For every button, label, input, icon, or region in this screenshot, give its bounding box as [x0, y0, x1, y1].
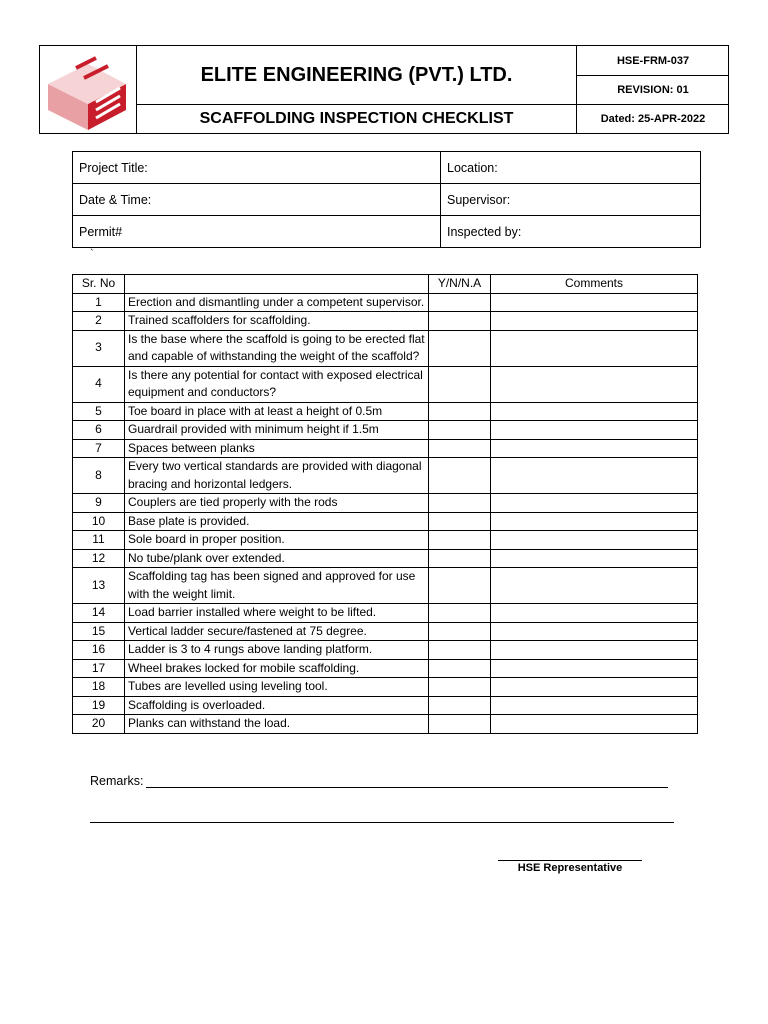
row-item-text: Load barrier installed where weight to be lifted. [125, 604, 429, 623]
checklist-row [73, 312, 698, 331]
row-answer-cell[interactable] [429, 293, 491, 312]
row-item-text: Every two vertical standards are provided with diagonal bracing and horizontal ledgers. [125, 458, 429, 494]
row-answer-cell[interactable] [429, 531, 491, 550]
checklist-row [73, 512, 698, 531]
row-number: 2 [73, 312, 125, 331]
row-item-text: Base plate is provided. [125, 512, 429, 531]
row-number: 16 [73, 641, 125, 660]
row-item-text: Ladder is 3 to 4 rungs above landing platform. [125, 641, 429, 660]
project-title-field[interactable]: Project Title: [73, 152, 441, 184]
row-number: 5 [73, 402, 125, 421]
row-comment-cell[interactable] [491, 458, 698, 494]
date-time-field[interactable]: Date & Time: [73, 184, 441, 216]
row-number: 3 [73, 330, 125, 366]
row-item-text: Toe board in place with at least a height of 0.5m [125, 402, 429, 421]
checklist-row [73, 678, 698, 697]
location-field[interactable]: Location: [441, 152, 701, 184]
checklist-body [73, 293, 698, 733]
col-header-sr-no: Sr. No [73, 275, 125, 294]
row-item-text: Guardrail provided with minimum height if 1.5m [125, 421, 429, 440]
row-answer-cell[interactable] [429, 512, 491, 531]
col-header-comments: Comments [491, 275, 698, 294]
row-item-text: Erection and dismantling under a competent supervisor. [125, 293, 429, 312]
row-item-text: Spaces between planks [125, 439, 429, 458]
row-answer-cell[interactable] [429, 678, 491, 697]
row-item-text: Is the base where the scaffold is going to be erected flat and capable of withstanding the weight of the scaffold? [125, 330, 429, 366]
row-comment-cell[interactable] [491, 549, 698, 568]
row-item-text: Tubes are levelled using leveling tool. [125, 678, 429, 697]
checklist-row [73, 366, 698, 402]
checklist-row [73, 568, 698, 604]
row-comment-cell[interactable] [491, 330, 698, 366]
checklist-row [73, 330, 698, 366]
row-comment-cell[interactable] [491, 293, 698, 312]
checklist-row [73, 494, 698, 513]
row-item-text: Planks can withstand the load. [125, 715, 429, 734]
row-comment-cell[interactable] [491, 622, 698, 641]
row-answer-cell[interactable] [429, 659, 491, 678]
row-comment-cell[interactable] [491, 366, 698, 402]
remarks-section [90, 773, 668, 788]
checklist-row [73, 402, 698, 421]
company-logo [40, 46, 137, 133]
row-answer-cell[interactable] [429, 622, 491, 641]
row-number: 20 [73, 715, 125, 734]
document-header [39, 45, 729, 134]
revision: REVISION: 01 [577, 75, 729, 104]
row-number: 11 [73, 531, 125, 550]
row-comment-cell[interactable] [491, 312, 698, 331]
remarks-line[interactable] [146, 773, 668, 788]
supervisor-field[interactable]: Supervisor: [441, 184, 701, 216]
col-header-item [125, 275, 429, 294]
col-header-ynna: Y/N/N.A [429, 275, 491, 294]
row-answer-cell[interactable] [429, 549, 491, 568]
row-comment-cell[interactable] [491, 531, 698, 550]
row-number: 9 [73, 494, 125, 513]
row-number: 12 [73, 549, 125, 568]
row-comment-cell[interactable] [491, 715, 698, 734]
row-comment-cell[interactable] [491, 659, 698, 678]
checklist-table [72, 274, 698, 734]
row-number: 7 [73, 439, 125, 458]
row-number: 13 [73, 568, 125, 604]
row-item-text: No tube/plank over extended. [125, 549, 429, 568]
signature-line[interactable] [498, 860, 642, 861]
row-comment-cell[interactable] [491, 678, 698, 697]
row-number: 14 [73, 604, 125, 623]
row-answer-cell[interactable] [429, 715, 491, 734]
stray-mark: ` [90, 248, 94, 260]
row-number: 17 [73, 659, 125, 678]
row-answer-cell[interactable] [429, 421, 491, 440]
row-comment-cell[interactable] [491, 512, 698, 531]
checklist-row [73, 531, 698, 550]
remarks-label: Remarks: [90, 774, 144, 788]
company-name: ELITE ENGINEERING (PVT.) LTD. [137, 46, 576, 105]
row-comment-cell[interactable] [491, 604, 698, 623]
row-item-text: Couplers are tied properly with the rods [125, 494, 429, 513]
project-info-table [72, 151, 701, 248]
row-answer-cell[interactable] [429, 312, 491, 331]
inspected-by-field[interactable]: Inspected by: [441, 216, 701, 248]
checklist-row [73, 659, 698, 678]
checklist-row [73, 604, 698, 623]
row-number: 1 [73, 293, 125, 312]
row-comment-cell[interactable] [491, 402, 698, 421]
row-item-text: Sole board in proper position. [125, 531, 429, 550]
row-item-text: Wheel brakes locked for mobile scaffolding. [125, 659, 429, 678]
row-comment-cell[interactable] [491, 696, 698, 715]
row-item-text: Scaffolding is overloaded. [125, 696, 429, 715]
row-item-text: Trained scaffolders for scaffolding. [125, 312, 429, 331]
checklist-row [73, 641, 698, 660]
row-number: 10 [73, 512, 125, 531]
row-number: 18 [73, 678, 125, 697]
remarks-line-2[interactable] [90, 822, 674, 823]
checklist-row [73, 715, 698, 734]
date-issued: Dated: 25-APR-2022 [577, 104, 729, 133]
row-number: 8 [73, 458, 125, 494]
row-number: 4 [73, 366, 125, 402]
row-item-text: Scaffolding tag has been signed and approved for use with the weight limit. [125, 568, 429, 604]
row-number: 19 [73, 696, 125, 715]
checklist-row [73, 458, 698, 494]
row-answer-cell[interactable] [429, 458, 491, 494]
checklist-row [73, 293, 698, 312]
row-answer-cell[interactable] [429, 568, 491, 604]
checklist-row [73, 421, 698, 440]
checklist-row [73, 549, 698, 568]
row-number: 15 [73, 622, 125, 641]
checklist-row [73, 439, 698, 458]
document-title: SCAFFOLDING INSPECTION CHECKLIST [199, 109, 514, 127]
checklist-row [73, 696, 698, 715]
checklist-header-row [73, 275, 698, 294]
row-answer-cell[interactable] [429, 366, 491, 402]
row-comment-cell[interactable] [491, 494, 698, 513]
checklist-row [73, 622, 698, 641]
signature-label: HSE Representative [517, 862, 623, 874]
row-answer-cell[interactable] [429, 439, 491, 458]
row-answer-cell[interactable] [429, 696, 491, 715]
row-item-text: Is there any potential for contact with exposed electrical equipment and conductors? [125, 366, 429, 402]
row-number: 6 [73, 421, 125, 440]
form-number: HSE-FRM-037 [616, 54, 690, 67]
row-comment-cell[interactable] [491, 568, 698, 604]
row-comment-cell[interactable] [491, 641, 698, 660]
row-answer-cell[interactable] [429, 641, 491, 660]
document-meta [576, 46, 729, 133]
row-item-text: Vertical ladder secure/fastened at 75 degree. [125, 622, 429, 641]
permit-field[interactable]: Permit# [73, 216, 441, 248]
row-answer-cell[interactable] [429, 604, 491, 623]
row-answer-cell[interactable] [429, 330, 491, 366]
row-answer-cell[interactable] [429, 494, 491, 513]
logo-icon [40, 46, 136, 133]
row-comment-cell[interactable] [491, 421, 698, 440]
row-comment-cell[interactable] [491, 439, 698, 458]
row-answer-cell[interactable] [429, 402, 491, 421]
